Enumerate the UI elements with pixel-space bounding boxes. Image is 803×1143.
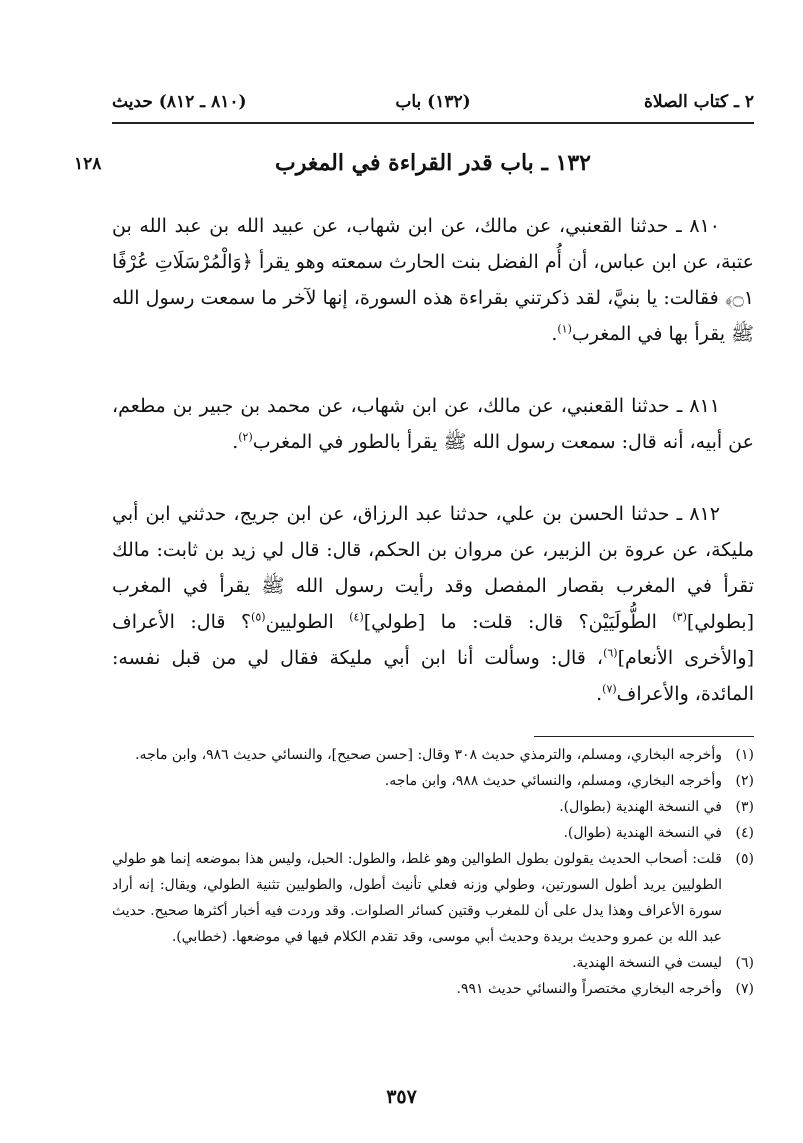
hadith-tail: .	[596, 683, 603, 705]
footnote-marker: (٣)	[672, 610, 687, 624]
footnote-4	[112, 820, 754, 846]
hadith-tail: .	[551, 323, 558, 345]
hadith-810	[112, 208, 754, 352]
footnote-3	[112, 794, 754, 820]
footnote-marker: (٦)	[603, 646, 618, 660]
header-chapter: (١٣٢) باب	[395, 92, 471, 112]
footnote-number: (٤)	[735, 825, 754, 841]
hadith-text: ؟ قال: الأعراف [والأخرى الأنعام]	[112, 611, 754, 669]
footnote-text: وأخرجه البخاري، ومسلم، والنسائي حديث ٩٨٨، وابن ماجه.	[384, 773, 722, 789]
footnotes	[112, 742, 754, 1002]
page-number: ٣٥٧	[386, 1086, 417, 1108]
footnote-text: ليست في النسخة الهندية.	[572, 955, 722, 971]
hadith-text: ٨١٢ ـ حدثنا الحسن بن علي، حدثنا عبد الرزاق، عن ابن جريج، حدثني ابن أبي مليكة، عن عروة بن الزبير، عن مروان بن الحكم، قال: قال لي زيد بن ثابت: مالك تقرأ في المغرب بقصار المفصل وقد رأيت رسول الله ﷺ يقرأ في المغرب [بطولي]	[112, 503, 754, 633]
footnote-marker: (٢)	[238, 430, 253, 444]
footnote-marker: (٤)	[349, 610, 364, 624]
hadith-text: ، قال: وسألت أنا ابن أبي مليكة فقال لي من قبل نفسه: المائدة، والأعراف	[112, 647, 754, 705]
hadith-body	[112, 208, 754, 748]
hadith-tail: .	[232, 431, 239, 453]
hadith-811	[112, 388, 754, 460]
footnote-1	[112, 742, 754, 768]
hadith-text: الطُّولَيَيْن؟ قال: قلت: ما [طولي]	[363, 611, 673, 633]
header-rule	[112, 122, 754, 124]
hadith-text: ٨١١ ـ حدثنا القعنبي، عن مالك، عن ابن شهاب، عن محمد بن جبير بن مطعم، عن أبيه، أنه قال: سمعت رسول الله ﷺ يقرأ بالطور في المغرب	[112, 395, 754, 453]
footnote-number: (١)	[735, 747, 754, 763]
footnote-number: (٣)	[735, 799, 754, 815]
footnote-5	[112, 846, 754, 950]
footnote-number: (٦)	[735, 955, 754, 971]
footnote-2	[112, 768, 754, 794]
footnote-marker: (٥)	[251, 610, 266, 624]
hadith-812	[112, 496, 754, 712]
header-hadith-range: (٨١٠ ـ ٨١٢) حديث	[112, 92, 247, 112]
footnote-text: في النسخة الهندية (بطوال).	[559, 799, 722, 815]
footnote-text: وأخرجه البخاري، ومسلم، والترمذي حديث ٣٠٨ وقال: [حسن صحيح]، والنسائي حديث ٩٨٦، وابن ماجه.	[135, 747, 722, 763]
hadith-text: الطوليين	[265, 611, 350, 633]
chapter-title: ١٣٢ ـ باب قدر القراءة في المغرب	[275, 150, 591, 176]
footnote-text: في النسخة الهندية (طوال).	[563, 825, 722, 841]
running-header	[112, 92, 754, 116]
hadith-text: ٨١٠ ـ حدثنا القعنبي، عن مالك، عن ابن شهاب، عن عبيد الله بن عبد الله بن عتبة، عن ابن عباس، أن أُم الفضل بنت الحارث سمعته وهو يقرأ ﴿وَالْمُرْسَلَاتِ عُرْفًا ۝١﴾ فقالت: يا بنيَّ، لقد ذكرتني بقراءة هذه السورة، إنها لآخر ما سمعت رسول الله ﷺ يقرأ بها في المغرب	[112, 215, 754, 345]
footnote-marker: (١)	[557, 322, 572, 336]
footnote-text: قلت: أصحاب الحديث يقولون بطول الطوالين وهو غلط، والطول: الحبل، وليس هذا بموضعه إنما هو طولي الطوليين يريد أطول السورتين، وطولي وزنه فعلي تأنيث أطول، والطوليين تثنية الطولي، ويقال: إنه أراد سورة الأعراف وهذا يدل على أن للمغرب وقتين كسائر الصلوات. وقد وردت فيه أخبار أكثرها صحيح. حديث عبد الله بن عمرو وحديث بريدة وحديث أبي موسى، وقد تقدم الكلام فيها في موضعها. (خطابي).	[112, 851, 722, 945]
footnote-number: (٢)	[735, 773, 754, 789]
footnote-number: (٥)	[735, 851, 754, 867]
footnote-6	[112, 950, 754, 976]
header-book-title: ٢ ـ كتاب الصلاة	[644, 92, 754, 112]
footnote-marker: (٧)	[602, 682, 617, 696]
footnote-7	[112, 976, 754, 1002]
footnote-number: (٧)	[735, 981, 754, 997]
footnote-rule	[534, 736, 754, 737]
footnote-text: وأخرجه البخاري مختصراً والنسائي حديث ٩٩١.	[456, 981, 722, 997]
side-page-number: ١٢٨	[74, 154, 102, 174]
